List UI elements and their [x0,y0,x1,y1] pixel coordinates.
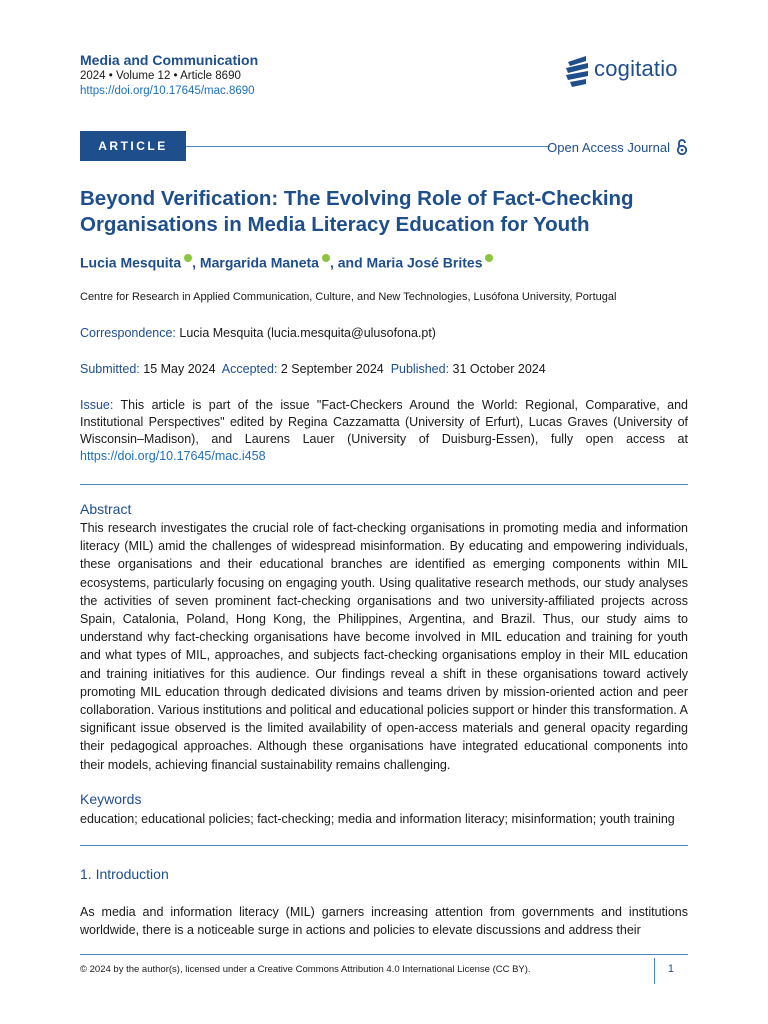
issue-label: Issue: [80,398,114,412]
published-label: Published: [390,362,450,376]
section-divider [80,845,688,846]
article-title: Beyond Verification: The Evolving Role of Fact-Checking Organisations in Media Literacy Education for Youth [80,187,634,236]
accepted-date: 2 September 2024 [280,362,384,376]
orcid-icon[interactable] [184,254,192,262]
correspondence-label: Correspondence: [80,326,176,340]
open-lock-icon [676,139,688,155]
abstract-text: This research investigates the crucial role of fact-checking organisations in promoting media and information literacy (MIL) amid the challenges of widespread misinformation. By educating and empowering individuals, these organisations and their educational branches are identified as emerging components within MIL ecosystems, particularly focusing on engaging youth. Using qualitative research methods, our study analyses the activities of seven prominent fact-checking organisations and two university-affiliated projects across Spain, Catalonia, Poland, Hong Kong, the Philippines, Argentina, and Brazil. Thus, our study aims to understand why fact-checking organisations have become involved in MIL education and training for youth and what types of MIL, approaches, and subjects fact-checking organisations employ in their MIL education and training initiatives for this audience. Our findings reveal a shift in these organisations toward actively promoting MIL education through dedicated divisions and teams driven by mission-oriented action and peer collaboration. Various institutions and political and educational policies support or hinder this transformation. A significant issue observed is the limited availability of open-access materials and general opacity regarding their pedagogical approaches. Although these organisations have integrated educational components into their models, achieving financial sustainability remains challenging. [80,521,688,772]
section-divider [80,484,688,485]
introduction-text: As media and information literacy (MIL) garners increasing attention from governments and institutions worldwide, there is a noticeable surge in actions and policies to elevate discussions and address their [80,905,688,938]
orcid-icon[interactable] [485,254,493,262]
cogitatio-logo[interactable] [564,52,688,92]
submitted-label: Submitted: [80,362,140,376]
license-notice[interactable]: © 2024 by the author(s), licensed under a Creative Commons Attribution 4.0 International License (CC BY). [80,964,531,975]
open-access-text: Open Access Journal [547,139,670,155]
issue-text: This article is part of the issue "Fact-Checkers Around the World: Regional, Comparative, and Institutional Perspectives" edited by Regina Cazzamatta (University of Erfurt), Lucas Graves (University of Wisconsin–Madison), and Laurens Lauer (University of Duisburg-Essen), fully open access at [80,398,688,446]
footer-page-divider [654,958,655,984]
issue-info [80,397,688,465]
author-list [80,254,493,271]
accepted-label: Accepted: [221,362,278,376]
article-doi-link[interactable]: https://doi.org/10.17645/mac.8690 [80,85,255,97]
page-number: 1 [667,963,674,975]
orcid-icon[interactable] [322,254,330,262]
open-access-label[interactable] [547,139,688,155]
abstract-heading: Abstract [80,501,132,517]
logo-text: cogitatio [594,56,678,81]
footer-divider [80,954,688,955]
published-date: 31 October 2024 [452,362,546,376]
introduction-heading: 1. Introduction [80,866,169,882]
keywords-text: education; educational policies; fact-checking; media and information literacy; misinformation; youth training [80,812,675,826]
submitted-date: 15 May 2024 [143,362,216,376]
correspondence-value[interactable]: Lucia Mesquita (lucia.mesquita@ulusofona.pt) [179,326,436,340]
author-name[interactable]: Maria José Brites [366,254,483,271]
author-separator: , and [329,254,367,271]
affiliation: Centre for Research in Applied Communication, Culture, and New Technologies, Lusófona University, Portugal [80,291,617,303]
issue-link[interactable]: https://doi.org/10.17645/mac.i458 [80,449,266,463]
volume-line: 2024 • Volume 12 • Article 8690 [80,70,241,82]
author-name[interactable]: Margarida Maneta [199,254,319,271]
correspondence [80,326,688,340]
journal-name[interactable]: Media and Communication [80,52,259,68]
cogitatio-logo-icon [564,54,592,90]
author-name[interactable]: Lucia Mesquita [80,254,182,271]
badge-divider [186,146,550,147]
author-separator: , [192,254,200,271]
keywords-heading: Keywords [80,791,142,807]
article-type-badge: ARTICLE [80,131,186,161]
article-page [80,0,688,1024]
article-dates [80,362,688,376]
